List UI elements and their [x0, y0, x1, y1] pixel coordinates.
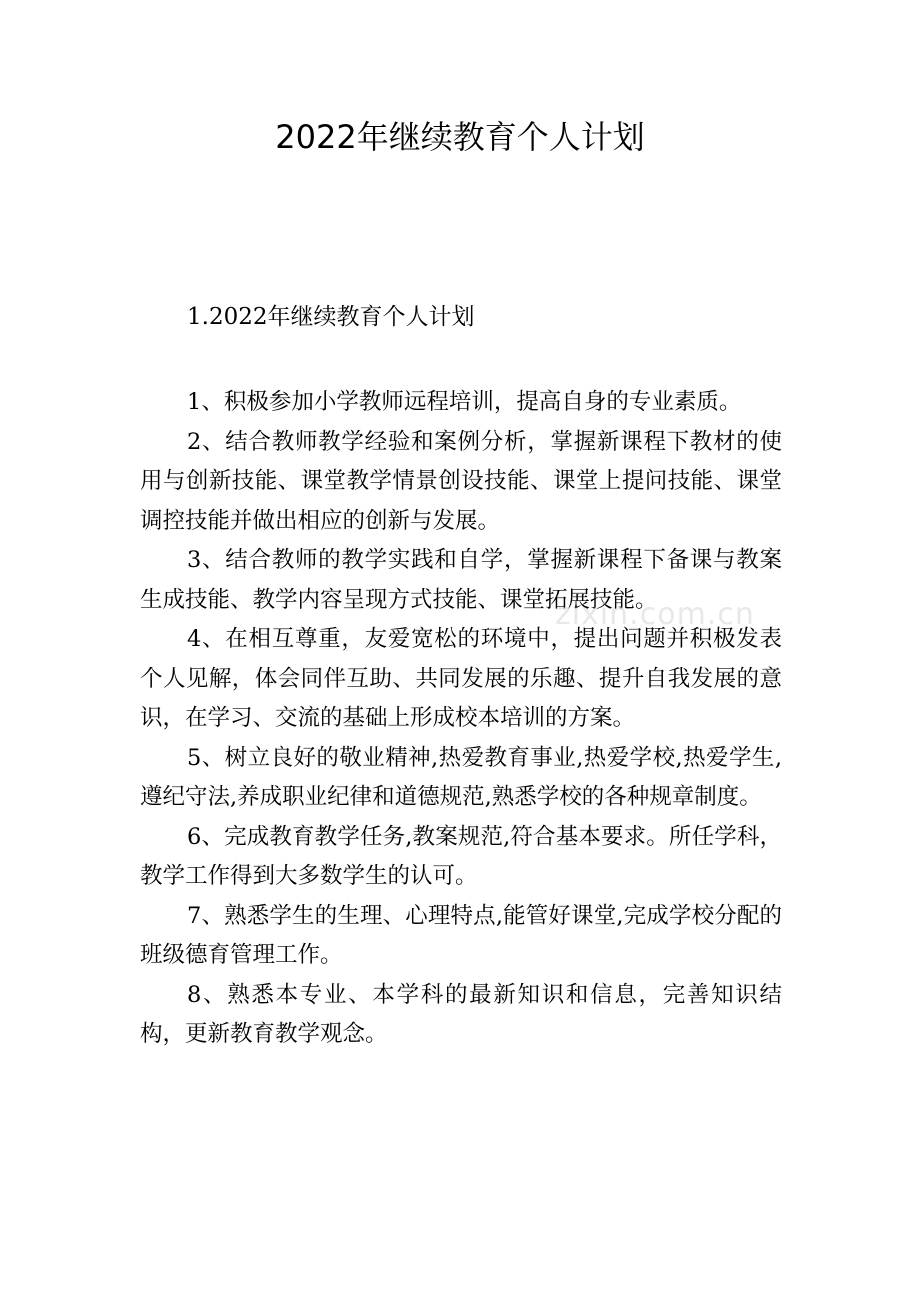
paragraph-2: 2、结合教师教学经验和案例分析，掌握新课程下教材的使用与创新技能、课堂教学情景创设技能、课堂上提问技能、课堂调控技能并做出相应的创新与发展。: [140, 428, 782, 534]
section-heading: 1.2022年继续教育个人计划: [187, 304, 475, 330]
document-title: 2022年继续教育个人计划: [275, 118, 645, 156]
paragraph-4: 4、在相互尊重，友爱宽松的环境中，提出问题并积极发表个人见解，体会同伴互助、共同发展的乐趣、提升自我发展的意识，在学习、交流的基础上形成校本培训的方案。: [140, 626, 782, 731]
paragraph-7: 7、熟悉学生的生理、心理特点,能管好课堂,完成学校分配的班级德育管理工作。: [140, 902, 782, 968]
document-body: [140, 383, 782, 1055]
paragraph-8: 8、熟悉本专业、本学科的最新知识和信息，完善知识结构，更新教育教学观念。: [140, 981, 782, 1047]
watermark: zixin.com.cn: [555, 597, 755, 632]
paragraph-5: 5、树立良好的敬业精神,热爱教育事业,热爱学校,热爱学生,遵纪守法,养成职业纪律和道德规范,熟悉学校的各种规章制度。: [140, 744, 782, 810]
paragraph-1: 1、积极参加小学教师远程培训，提高自身的专业素质。: [187, 389, 742, 415]
paragraph-6: 6、完成教育教学任务,教案规范,符合基本要求。所任学科，教学工作得到大多数学生的认可。: [140, 823, 782, 889]
paragraph-3: 3、结合教师的教学实践和自学，掌握新课程下备课与教案生成技能、教学内容呈现方式技能、课堂拓展技能。: [140, 547, 782, 613]
